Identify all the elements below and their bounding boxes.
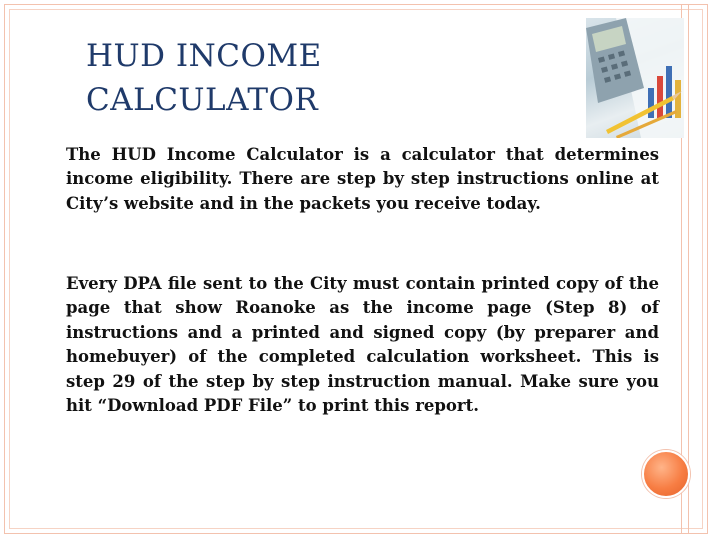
right-vertical-rule-2 [688,4,689,534]
paragraph-requirements: Every DPA file sent to the City must contain printed copy of the page that show Roanoke as the income page (Step 8) of instructions and a printed and signed copy (by preparer and homebuyer) of the completed calculation worksheet. This is step 29 of the step by step instruction manual. Make sure you hit “Download PDF File” to print this report. [66,274,659,416]
title-line-1: HUD INCOME [86,38,322,74]
paragraph-intro: The HUD Income Calculator is a calculator that determines income eligibility. There are step by step instructions online at City’s website and in the packets you receive today. [66,145,659,213]
calculator-photo [586,18,684,138]
title-line-2: CALCULATOR [86,82,319,118]
slide-title [86,34,566,122]
orange-circle-decoration [642,450,690,498]
